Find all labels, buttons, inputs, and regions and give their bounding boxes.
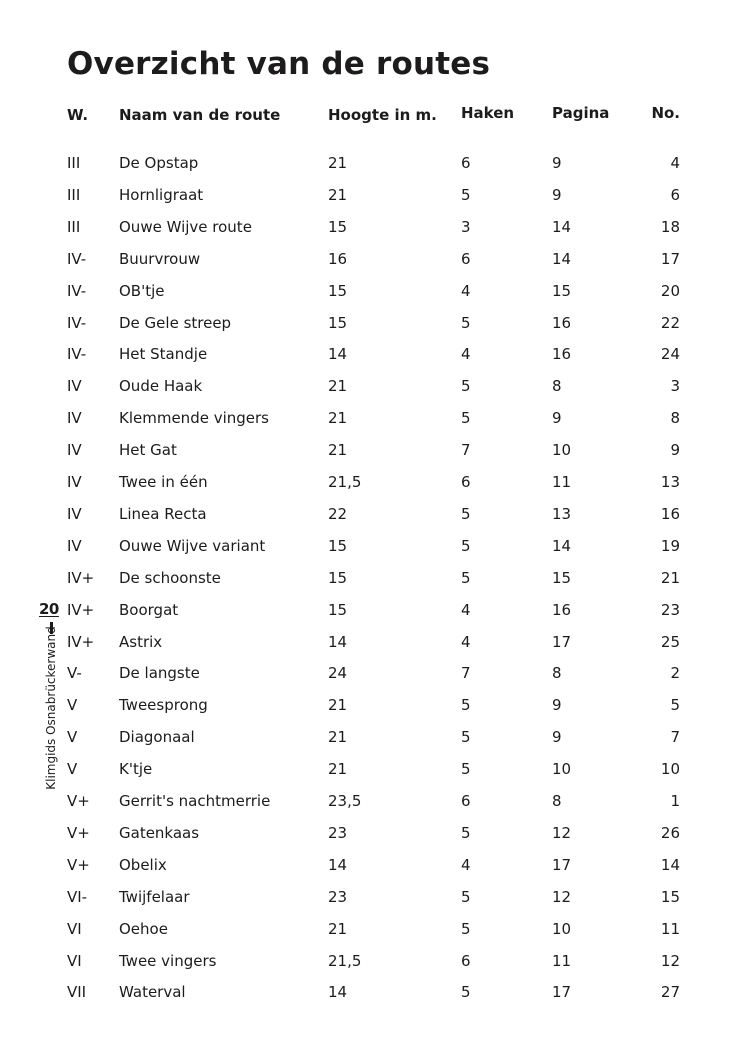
cell-no: 14 — [660, 855, 680, 874]
cell-grade: IV- — [67, 313, 87, 332]
cell-hooks: 6 — [461, 473, 471, 491]
cell-hooks: 5 — [461, 983, 471, 1002]
cell-name: Twee vingers — [119, 951, 217, 970]
cell-name: Linea Recta — [119, 504, 207, 523]
table-header-row — [0, 103, 742, 127]
cell-height: 21 — [328, 696, 348, 715]
header-grade: W. — [67, 106, 89, 124]
header-height: Hoogte in m. — [328, 106, 437, 124]
cell-no: 9 — [670, 441, 680, 460]
cell-hooks: 5 — [461, 313, 471, 332]
cell-height: 14 — [328, 632, 348, 651]
header-hooks: Haken — [461, 104, 515, 122]
cell-name: Ouwe Wijve route — [119, 217, 252, 236]
cell-height: 23,5 — [328, 792, 362, 810]
table-row — [0, 311, 742, 335]
cell-no: 22 — [660, 313, 680, 332]
table-row — [0, 949, 742, 973]
cell-page: 17 — [552, 983, 572, 1002]
cell-no: 26 — [660, 823, 680, 842]
cell-page: 14 — [552, 217, 572, 236]
cell-height: 15 — [328, 600, 348, 619]
table-row — [0, 215, 742, 239]
cell-no: 17 — [660, 249, 680, 268]
table-row — [0, 470, 742, 494]
cell-no: 24 — [660, 345, 680, 364]
cell-no: 21 — [660, 568, 680, 587]
cell-page: 9 — [552, 728, 562, 747]
table-row — [0, 342, 742, 366]
cell-page: 9 — [552, 185, 562, 204]
cell-page: 16 — [552, 313, 572, 332]
cell-name: Buurvrouw — [119, 249, 201, 268]
cell-height: 23 — [328, 887, 348, 906]
cell-name: De schoonste — [119, 568, 221, 587]
cell-height: 14 — [328, 345, 348, 364]
page-title: Overzicht van de routes — [67, 46, 491, 82]
cell-grade: VI- — [67, 887, 88, 906]
cell-no: 18 — [660, 217, 680, 236]
cell-page: 11 — [552, 951, 572, 970]
cell-no: 27 — [660, 983, 680, 1002]
table-row — [0, 757, 742, 781]
cell-no: 12 — [660, 951, 680, 970]
cell-page: 15 — [552, 281, 572, 300]
cell-grade: IV — [67, 473, 82, 491]
cell-height: 21 — [328, 760, 348, 779]
cell-page: 14 — [552, 536, 572, 555]
cell-page: 17 — [552, 855, 572, 874]
cell-grade: V+ — [67, 855, 90, 874]
cell-hooks: 4 — [461, 600, 471, 619]
cell-no: 15 — [660, 887, 680, 906]
cell-grade: V — [67, 728, 78, 747]
cell-height: 21 — [328, 441, 348, 460]
cell-name: Oehoe — [119, 919, 168, 938]
table-row — [0, 725, 742, 749]
cell-page: 12 — [552, 823, 572, 842]
cell-page: 12 — [552, 887, 572, 906]
cell-name: Tweesprong — [119, 696, 208, 715]
cell-name: Astrix — [119, 632, 163, 651]
table-row — [0, 917, 742, 941]
cell-height: 23 — [328, 823, 348, 842]
table-row — [0, 566, 742, 590]
cell-hooks: 5 — [461, 760, 471, 779]
cell-page: 8 — [552, 664, 562, 683]
cell-height: 15 — [328, 281, 348, 300]
cell-height: 15 — [328, 217, 348, 236]
cell-height: 16 — [328, 249, 348, 268]
cell-grade: IV — [67, 536, 82, 555]
cell-name: De Opstap — [119, 154, 199, 172]
cell-grade: IV- — [67, 345, 87, 364]
cell-page: 11 — [552, 473, 572, 491]
cell-name: De Gele streep — [119, 313, 232, 332]
cell-page: 9 — [552, 696, 562, 715]
table-row — [0, 406, 742, 430]
cell-grade: III — [67, 185, 81, 204]
cell-height: 21 — [328, 154, 348, 172]
cell-no: 23 — [660, 600, 680, 619]
cell-height: 21 — [328, 728, 348, 747]
cell-page: 15 — [552, 568, 572, 587]
cell-height: 14 — [328, 983, 348, 1002]
cell-hooks: 7 — [461, 664, 471, 683]
page-number: 20 — [39, 600, 59, 618]
cell-name: De langste — [119, 664, 200, 683]
cell-name: Het Gat — [119, 441, 177, 460]
cell-no: 2 — [670, 664, 680, 683]
cell-height: 15 — [328, 568, 348, 587]
cell-name: OB'tje — [119, 281, 165, 300]
cell-hooks: 7 — [461, 441, 471, 460]
header-no: No. — [651, 104, 680, 122]
cell-name: Diagonaal — [119, 728, 195, 747]
cell-page: 9 — [552, 409, 562, 428]
cell-grade: III — [67, 217, 81, 236]
table-row — [0, 693, 742, 717]
cell-hooks: 6 — [461, 792, 471, 810]
cell-no: 3 — [670, 377, 680, 396]
cell-grade: V- — [67, 664, 82, 683]
cell-page: 16 — [552, 345, 572, 364]
cell-name: Oude Haak — [119, 377, 203, 396]
cell-height: 21 — [328, 377, 348, 396]
cell-grade: V+ — [67, 792, 90, 810]
cell-hooks: 3 — [461, 217, 471, 236]
cell-no: 25 — [660, 632, 680, 651]
table-row — [0, 374, 742, 398]
table-row — [0, 598, 742, 622]
cell-name: Klemmende vingers — [119, 409, 269, 428]
cell-grade: IV- — [67, 281, 87, 300]
table-row — [0, 438, 742, 462]
cell-page: 14 — [552, 249, 572, 268]
cell-no: 8 — [670, 409, 680, 428]
cell-grade: IV+ — [67, 568, 95, 587]
cell-no: 7 — [670, 728, 680, 747]
cell-height: 15 — [328, 536, 348, 555]
table-row — [0, 980, 742, 1004]
cell-grade: V — [67, 760, 78, 779]
cell-height: 21,5 — [328, 951, 362, 970]
cell-hooks: 5 — [461, 887, 471, 906]
cell-name: Twee in één — [119, 473, 208, 491]
cell-hooks: 4 — [461, 632, 471, 651]
cell-hooks: 5 — [461, 696, 471, 715]
cell-no: 19 — [660, 536, 680, 555]
cell-name: Hornligraat — [119, 185, 204, 204]
table-row — [0, 630, 742, 654]
cell-grade: IV — [67, 504, 82, 523]
table-row — [0, 279, 742, 303]
cell-page: 8 — [552, 792, 562, 810]
cell-height: 21 — [328, 409, 348, 428]
cell-hooks: 4 — [461, 345, 471, 364]
cell-hooks: 5 — [461, 185, 471, 204]
cell-name: Het Standje — [119, 345, 208, 364]
table-row — [0, 534, 742, 558]
cell-no: 6 — [670, 185, 680, 204]
cell-no: 5 — [670, 696, 680, 715]
cell-hooks: 6 — [461, 154, 471, 172]
cell-no: 11 — [660, 919, 680, 938]
table-row — [0, 151, 742, 175]
header-page: Pagina — [552, 104, 610, 122]
cell-grade: VI — [67, 951, 82, 970]
cell-name: Gatenkaas — [119, 823, 200, 842]
table-row — [0, 247, 742, 271]
cell-height: 14 — [328, 855, 348, 874]
cell-page: 10 — [552, 760, 572, 779]
cell-hooks: 5 — [461, 409, 471, 428]
page-margin-label — [36, 598, 64, 788]
cell-grade: IV — [67, 441, 82, 460]
cell-height: 21,5 — [328, 473, 362, 491]
cell-hooks: 5 — [461, 536, 471, 555]
cell-hooks: 5 — [461, 728, 471, 747]
cell-grade: V — [67, 696, 78, 715]
cell-hooks: 5 — [461, 504, 471, 523]
table-row — [0, 821, 742, 845]
cell-no: 1 — [670, 792, 680, 810]
cell-page: 10 — [552, 441, 572, 460]
cell-name: Ouwe Wijve variant — [119, 536, 266, 555]
cell-page: 13 — [552, 504, 572, 523]
running-title: Klimgids Osnabrückerwand — [44, 626, 58, 790]
cell-grade: VII — [67, 983, 87, 1002]
cell-name: Gerrit's nachtmerrie — [119, 792, 271, 810]
cell-no: 16 — [660, 504, 680, 523]
table-row — [0, 661, 742, 685]
cell-hooks: 5 — [461, 377, 471, 396]
table-row — [0, 502, 742, 526]
cell-page: 9 — [552, 154, 562, 172]
cell-height: 24 — [328, 664, 348, 683]
cell-page: 10 — [552, 919, 572, 938]
table-row — [0, 789, 742, 813]
cell-no: 13 — [660, 473, 680, 491]
cell-grade: III — [67, 154, 81, 172]
header-name: Naam van de route — [119, 106, 281, 124]
cell-no: 10 — [660, 760, 680, 779]
cell-grade: IV+ — [67, 600, 95, 619]
cell-hooks: 5 — [461, 823, 471, 842]
cell-page: 17 — [552, 632, 572, 651]
cell-height: 21 — [328, 919, 348, 938]
cell-grade: IV+ — [67, 632, 95, 651]
cell-name: Waterval — [119, 983, 186, 1002]
cell-no: 4 — [670, 154, 680, 172]
cell-grade: IV- — [67, 249, 87, 268]
cell-grade: VI — [67, 919, 82, 938]
cell-page: 16 — [552, 600, 572, 619]
cell-page: 8 — [552, 377, 562, 396]
cell-height: 15 — [328, 313, 348, 332]
cell-hooks: 4 — [461, 281, 471, 300]
cell-grade: IV — [67, 409, 82, 428]
cell-no: 20 — [660, 281, 680, 300]
table-row — [0, 885, 742, 909]
cell-hooks: 5 — [461, 568, 471, 587]
cell-height: 22 — [328, 504, 348, 523]
cell-name: Obelix — [119, 855, 167, 874]
cell-name: Boorgat — [119, 600, 179, 619]
cell-hooks: 6 — [461, 951, 471, 970]
cell-grade: IV — [67, 377, 82, 396]
table-row — [0, 853, 742, 877]
cell-hooks: 5 — [461, 919, 471, 938]
cell-grade: V+ — [67, 823, 90, 842]
cell-hooks: 4 — [461, 855, 471, 874]
cell-name: Twijfelaar — [119, 887, 190, 906]
table-row — [0, 183, 742, 207]
cell-height: 21 — [328, 185, 348, 204]
cell-name: K'tje — [119, 760, 153, 779]
cell-hooks: 6 — [461, 249, 471, 268]
